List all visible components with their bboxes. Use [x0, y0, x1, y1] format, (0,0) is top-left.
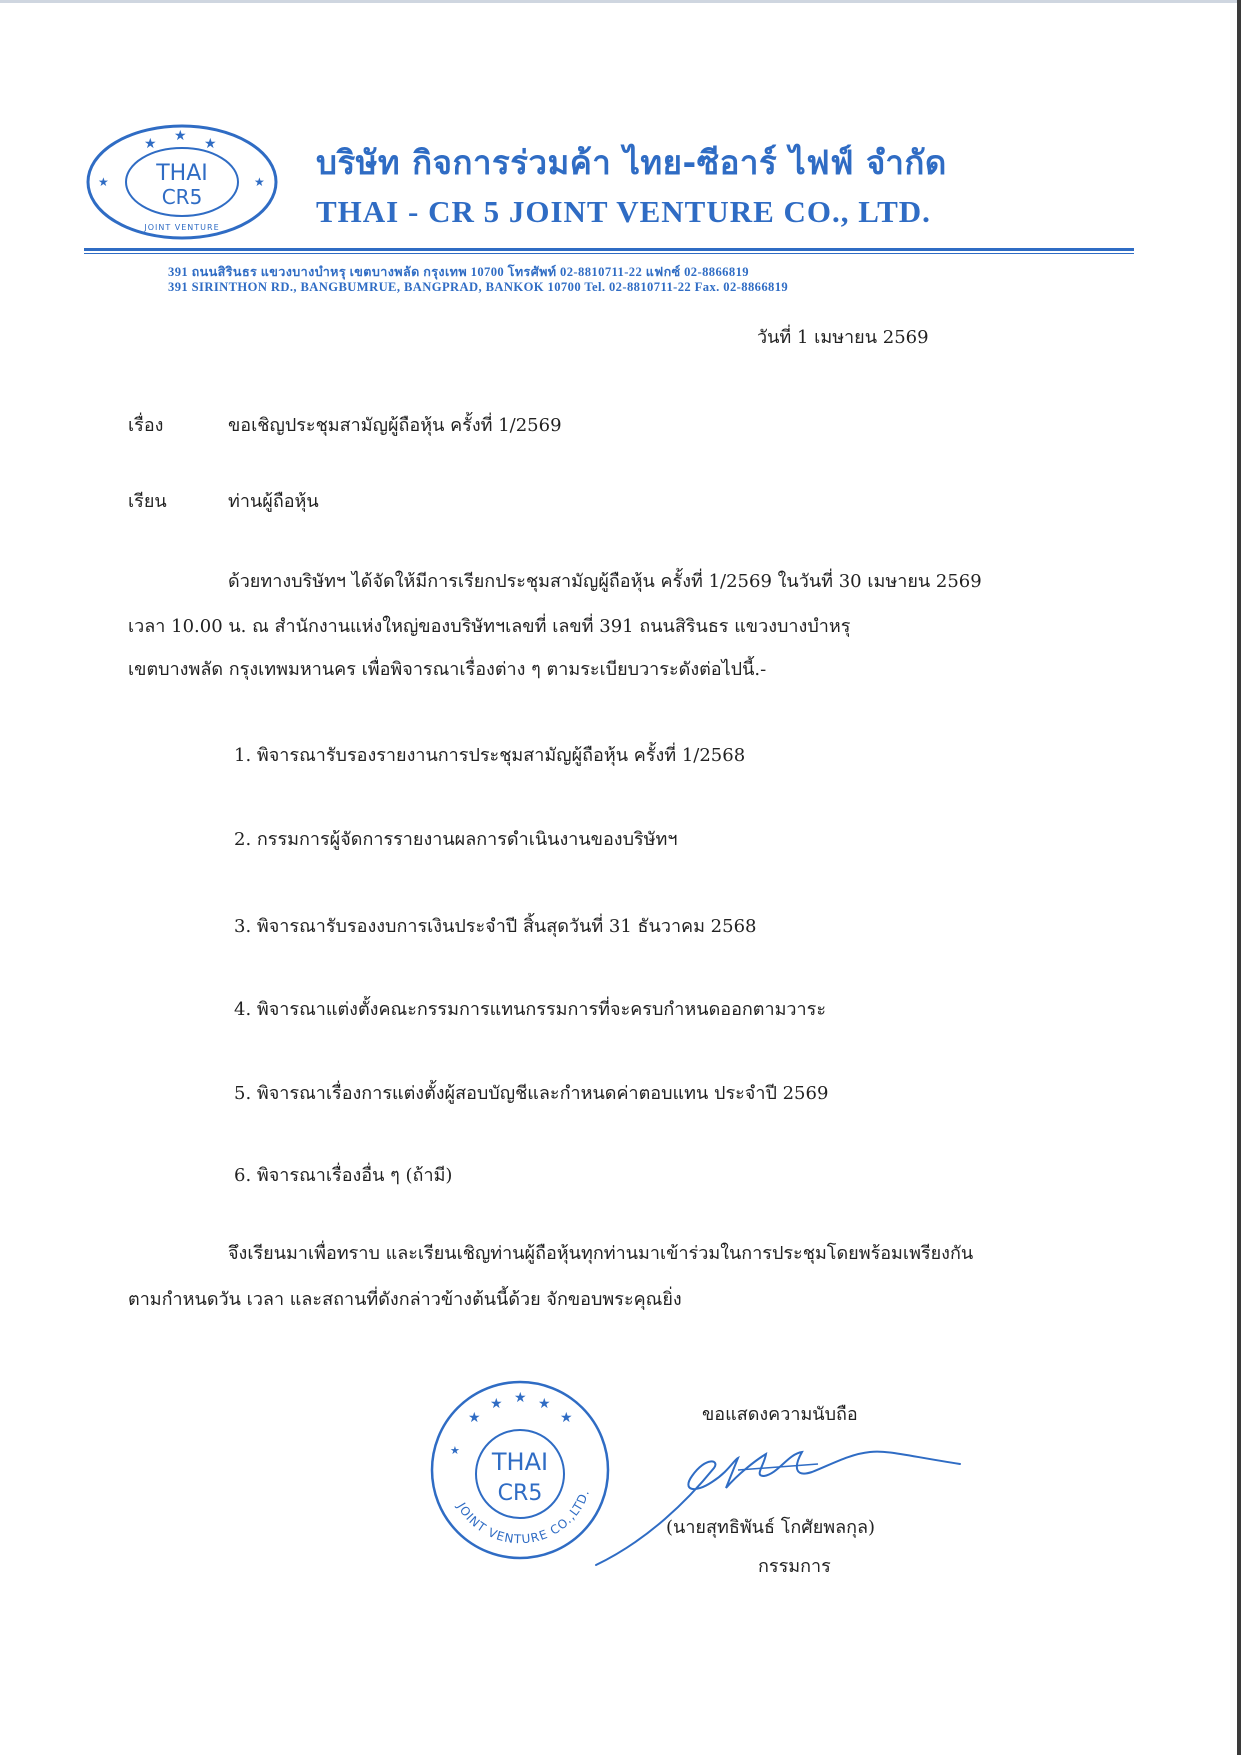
body-line-2: เวลา 10.00 น. ณ สำนักงานแห่งใหญ่ของบริษัทฯเลขที่ เลขที่ 391 ถนนสิรินธร แขวงบางบำหรุ	[128, 616, 851, 637]
svg-text:★: ★	[490, 1396, 503, 1412]
subject-text: ขอเชิญประชุมสามัญผู้ถือหุ้น ครั้งที่ 1/2569	[228, 415, 562, 436]
address-thai: 391 ถนนสิรินธร แขวงบางบำหรุ เขตบางพลัด กรุงเทพ 10700 โทรศัพท์ 02-8810711-22 แฟกซ์ 02-8866819	[168, 265, 749, 279]
scan-edge-right	[1237, 0, 1241, 1755]
svg-text:★: ★	[538, 1396, 551, 1412]
svg-text:JOINT VENTURE CO.,LTD.: JOINT VENTURE CO.,LTD.	[454, 1487, 593, 1547]
company-logo	[84, 122, 280, 242]
body-line-3: เขตบางพลัด กรุงเทพมหานคร เพื่อพิจารณาเรื่องต่าง ๆ ตามระเบียบวาระดังต่อไปนี้.-	[128, 659, 767, 680]
svg-text:★: ★	[254, 175, 265, 189]
subject-label: เรื่อง	[128, 415, 164, 436]
letterhead-rule	[84, 248, 1134, 251]
agenda-item-3: 3. พิจารณารับรองงบการเงินประจำปี สิ้นสุดวันที่ 31 ธันวาคม 2568	[234, 916, 757, 937]
agenda-item-6: 6. พิจารณาเรื่องอื่น ๆ (ถ้ามี)	[234, 1165, 453, 1186]
svg-text:THAI: THAI	[491, 1448, 549, 1476]
letterhead-rule-thin	[84, 253, 1134, 254]
company-name-english: THAI - CR 5 JOINT VENTURE CO., LTD.	[316, 194, 931, 229]
agenda-item-5: 5. พิจารณาเรื่องการแต่งตั้งผู้สอบบัญชีและกำหนดค่าตอบแทน ประจำปี 2569	[234, 1083, 829, 1104]
agenda-item-4: 4. พิจารณาแต่งตั้งคณะกรรมการแทนกรรมการที่จะครบกำหนดออกตามวาระ	[234, 999, 826, 1020]
agenda-item-1: 1. พิจารณารับรองรายงานการประชุมสามัญผู้ถือหุ้น ครั้งที่ 1/2568	[234, 745, 746, 766]
body-line-1: ด้วยทางบริษัทฯ ได้จัดให้มีการเรียกประชุมสามัญผู้ถือหุ้น ครั้งที่ 1/2569 ในวันที่ 30 เมษายน 2569	[228, 571, 982, 592]
signer-title: กรรมการ	[758, 1556, 831, 1577]
svg-text:CR5: CR5	[161, 185, 203, 209]
agenda-item-2: 2. กรรมการผู้จัดการรายงานผลการดำเนินงานของบริษัทฯ	[234, 829, 678, 850]
complimentary-close: ขอแสดงความนับถือ	[702, 1404, 858, 1425]
svg-text:★: ★	[450, 1444, 460, 1457]
svg-text:★: ★	[144, 136, 157, 152]
address-english: 391 SIRINTHON RD., BANGBUMRUE, BANGPRAD, BANKOK 10700 Tel. 02-8810711-22 Fax. 02-8866819	[168, 280, 789, 294]
closing-line-2: ตามกำหนดวัน เวลา และสถานที่ดังกล่าวข้างต้นนี้ด้วย จักขอบพระคุณยิ่ง	[128, 1289, 682, 1310]
svg-text:CR5: CR5	[497, 1481, 543, 1506]
svg-text:★: ★	[560, 1410, 573, 1426]
svg-text:JOINT VENTURE: JOINT VENTURE	[144, 223, 220, 232]
svg-text:★: ★	[204, 136, 217, 152]
recipient-text: ท่านผู้ถือหุ้น	[228, 491, 319, 512]
recipient-label: เรียน	[128, 491, 167, 512]
company-seal	[428, 1378, 612, 1562]
svg-text:THAI: THAI	[156, 161, 208, 186]
scan-edge-top	[0, 0, 1241, 3]
svg-text:★: ★	[98, 175, 109, 189]
svg-text:★: ★	[174, 128, 187, 144]
signer-name: (นายสุทธิพันธ์ โกศัยพลกุล)	[666, 1517, 876, 1538]
closing-line-1: จึงเรียนมาเพื่อทราบ และเรียนเชิญท่านผู้ถือหุ้นทุกท่านมาเข้าร่วมในการประชุมโดยพร้อมเพรียงกัน	[228, 1243, 974, 1264]
svg-text:★: ★	[514, 1390, 527, 1406]
letter-date: วันที่ 1 เมษายน 2569	[757, 327, 929, 348]
handwritten-signature	[588, 1430, 968, 1570]
company-name-thai: บริษัท กิจการร่วมค้า ไทย-ซีอาร์ ไฟฟ์ จำกัด	[316, 143, 947, 182]
svg-text:★: ★	[468, 1410, 481, 1426]
